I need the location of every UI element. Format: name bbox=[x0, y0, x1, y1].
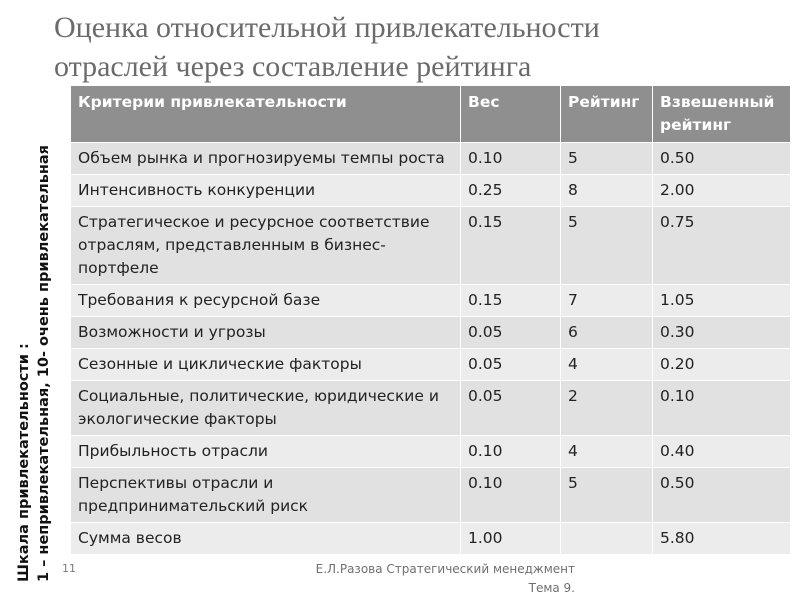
criteria-cell: Возможности и угрозы bbox=[71, 317, 461, 349]
table-total-row bbox=[71, 523, 791, 555]
weight-cell: 0.25 bbox=[461, 175, 561, 207]
header-weight: Вес bbox=[461, 86, 561, 143]
title-line-1: Оценка относительной привлекательности bbox=[54, 11, 600, 44]
header-rating: Рейтинг bbox=[561, 86, 653, 143]
weighted-rating-cell: 0.20 bbox=[653, 349, 791, 381]
slide-title bbox=[54, 8, 794, 86]
table-row bbox=[71, 317, 791, 349]
slide-number: 11 bbox=[62, 562, 76, 575]
criteria-cell: Стратегическое и ресурсное соответствие отраслям, представленным в бизнес-портфеле bbox=[71, 207, 461, 285]
table-row bbox=[71, 381, 791, 436]
table-row bbox=[71, 436, 791, 468]
rating-cell: 4 bbox=[561, 349, 653, 381]
weighted-rating-cell: 5.80 bbox=[653, 523, 791, 555]
weight-cell: 0.10 bbox=[461, 436, 561, 468]
weight-cell: 0.10 bbox=[461, 143, 561, 175]
rating-cell: 6 bbox=[561, 317, 653, 349]
footer-line-2: Тема 9. bbox=[528, 581, 575, 595]
rating-cell: 7 bbox=[561, 285, 653, 317]
criteria-cell: Сезонные и циклические факторы bbox=[71, 349, 461, 381]
weighted-rating-cell: 0.30 bbox=[653, 317, 791, 349]
criteria-cell: Объем рынка и прогнозируемы темпы роста bbox=[71, 143, 461, 175]
weighted-rating-cell: 1.05 bbox=[653, 285, 791, 317]
weight-cell: 0.05 bbox=[461, 317, 561, 349]
table-row bbox=[71, 349, 791, 381]
header-criteria: Критерии привлекательности bbox=[71, 86, 461, 143]
rating-cell bbox=[561, 523, 653, 555]
weight-cell: 0.10 bbox=[461, 468, 561, 523]
criteria-cell: Перспективы отрасли и предпринимательский риск bbox=[71, 468, 461, 523]
table-row bbox=[71, 175, 791, 207]
weighted-rating-cell: 0.50 bbox=[653, 143, 791, 175]
footer bbox=[275, 560, 575, 598]
criteria-cell: Сумма весов bbox=[71, 523, 461, 555]
weight-cell: 0.15 bbox=[461, 207, 561, 285]
footer-line-1: Е.Л.Разова Стратегический менеджмент bbox=[315, 562, 575, 576]
weight-cell: 0.15 bbox=[461, 285, 561, 317]
weighted-rating-cell: 0.75 bbox=[653, 207, 791, 285]
rating-cell: 2 bbox=[561, 381, 653, 436]
criteria-table bbox=[70, 85, 791, 555]
weighted-rating-cell: 0.40 bbox=[653, 436, 791, 468]
title-line-2: отраслей через составление рейтинга bbox=[54, 50, 532, 83]
table-row bbox=[71, 143, 791, 175]
weight-cell: 0.05 bbox=[461, 349, 561, 381]
rating-cell: 4 bbox=[561, 436, 653, 468]
weighted-rating-cell: 0.10 bbox=[653, 381, 791, 436]
table-header-row bbox=[71, 86, 791, 143]
criteria-cell: Социальные, политические, юридические и экологические факторы bbox=[71, 381, 461, 436]
rating-cell: 5 bbox=[561, 207, 653, 285]
attractiveness-scale-note bbox=[14, 84, 54, 582]
weight-cell: 1.00 bbox=[461, 523, 561, 555]
criteria-cell: Требования к ресурсной базе bbox=[71, 285, 461, 317]
table-row bbox=[71, 285, 791, 317]
header-weighted-rating: Взвешенный рейтинг bbox=[653, 86, 791, 143]
weighted-rating-cell: 0.50 bbox=[653, 468, 791, 523]
weight-cell: 0.05 bbox=[461, 381, 561, 436]
rating-cell: 8 bbox=[561, 175, 653, 207]
criteria-cell: Интенсивность конкуренции bbox=[71, 175, 461, 207]
table-row bbox=[71, 207, 791, 285]
criteria-cell: Прибыльность отрасли bbox=[71, 436, 461, 468]
scale-note-line-2: 1 – непривлекательная, 10- очень привлекательная bbox=[36, 145, 52, 582]
weighted-rating-cell: 2.00 bbox=[653, 175, 791, 207]
table-row bbox=[71, 468, 791, 523]
rating-cell: 5 bbox=[561, 468, 653, 523]
rating-cell: 5 bbox=[561, 143, 653, 175]
scale-note-line-1: Шкала привлекательности : bbox=[16, 343, 32, 582]
